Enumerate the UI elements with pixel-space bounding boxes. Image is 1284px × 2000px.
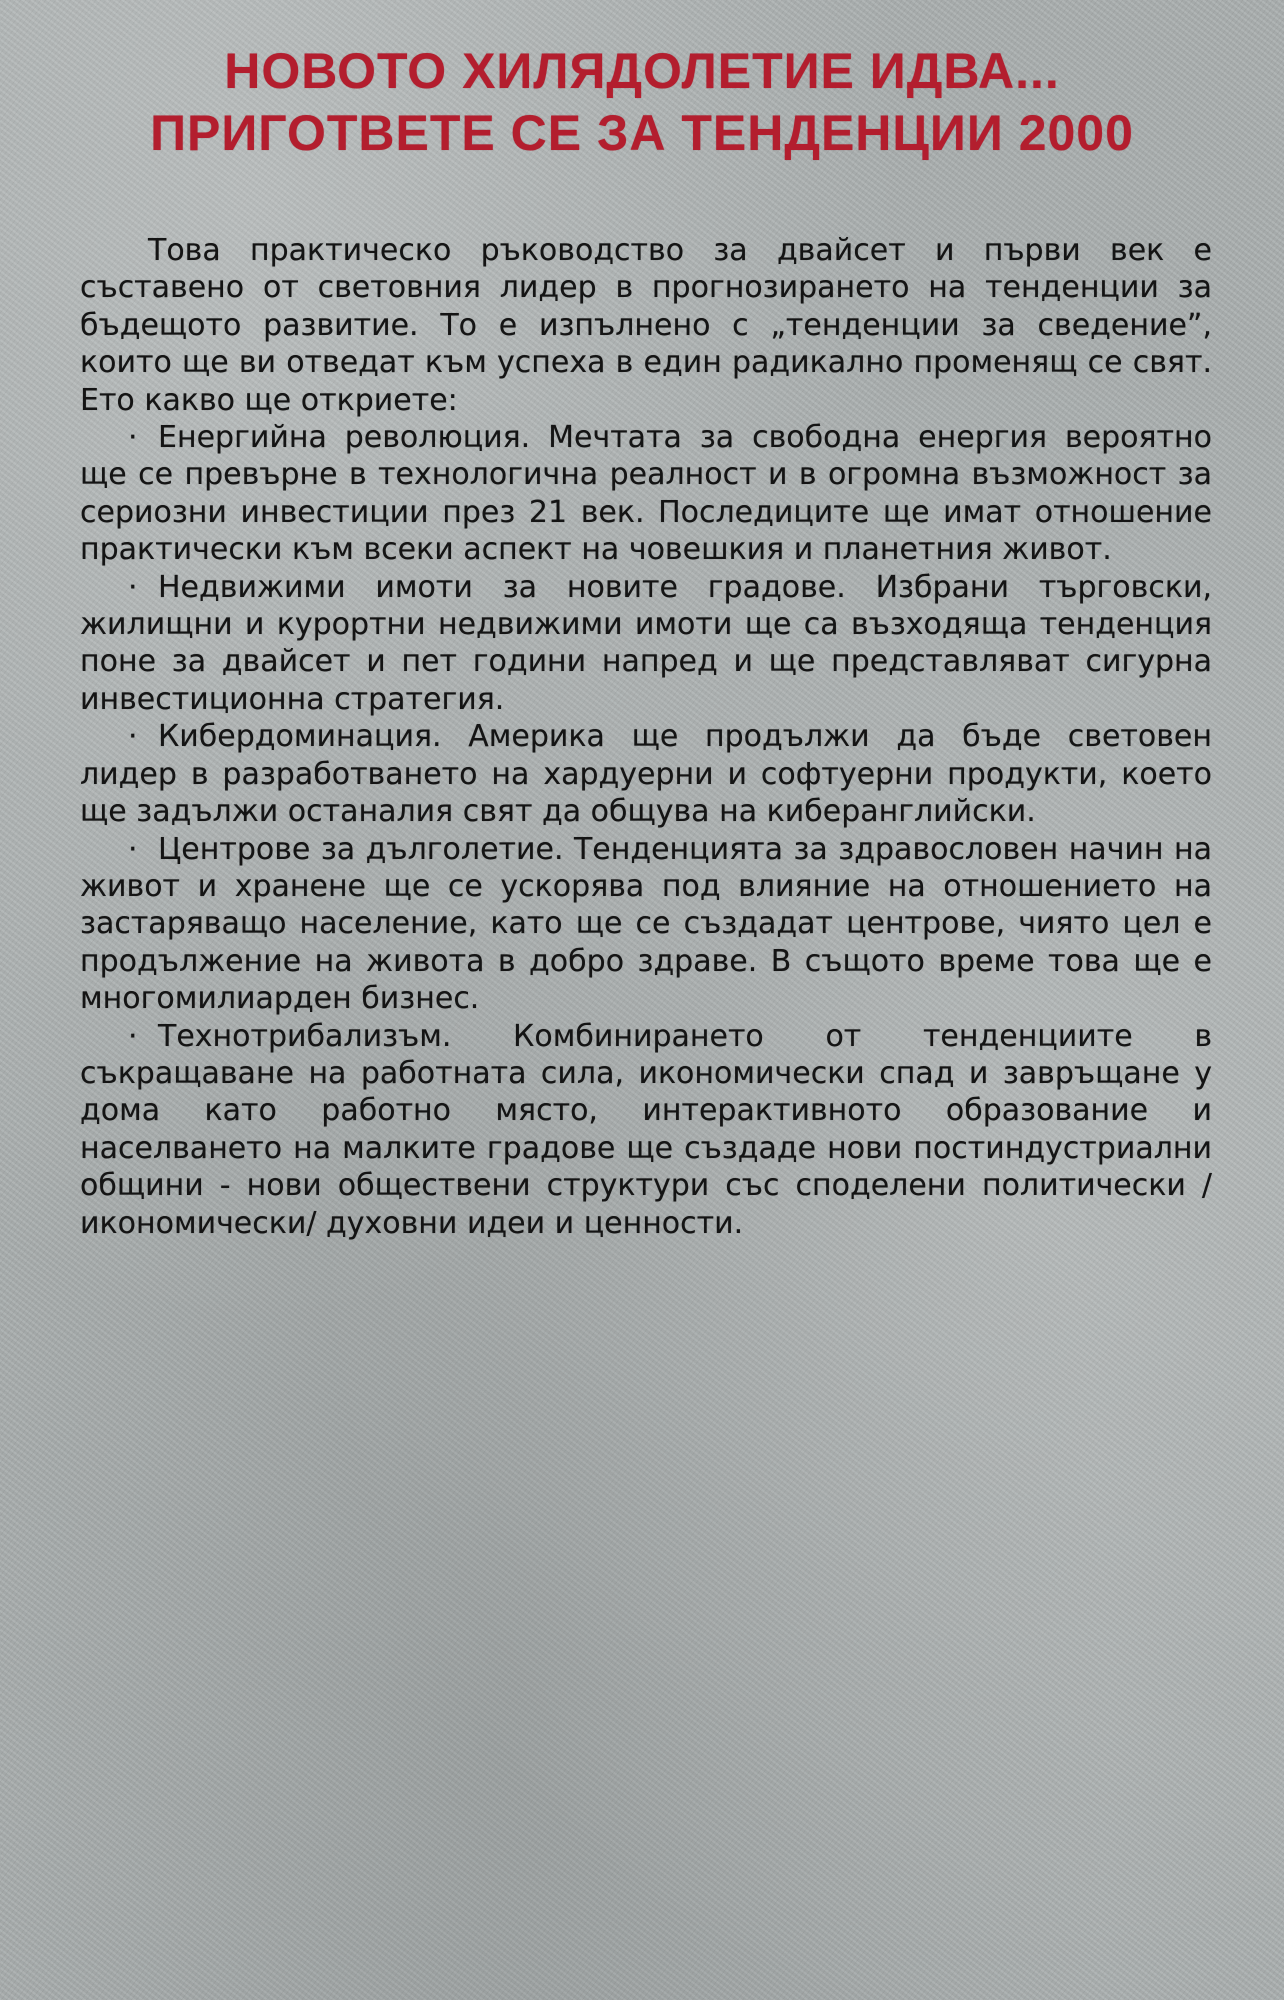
headline <box>80 40 1204 164</box>
headline-line-1: НОВОТО ХИЛЯДОЛЕТИЕ ИДВА... <box>224 43 1060 99</box>
bullet-cyberdomination <box>80 718 1212 830</box>
bullet-text: Центрове за дълголетие. Тенденцията за здравословен начин на живот и хранене ще се ускорява под влияние на отношението на застаряващо население, като ще се създадат центрове, чиято цел е продължение на живота в добро здраве. В същото време това ще е многомилиарден бизнес. <box>80 831 1212 1017</box>
bullet-marker: · <box>128 1018 138 1054</box>
bullet-text: Кибердоминация. Америка ще продължи да бъде световен лидер в разработването на хардуерни и софтуерни продукти, което ще задължи останалия свят да общува на киберанглийски. <box>80 719 1212 830</box>
bullet-real-estate <box>80 569 1212 719</box>
bullet-longevity-centers <box>80 831 1212 1018</box>
bullet-text: Недвижими имоти за новите градове. Избрани търговски, жилищни и курортни недвижими имоти ще са възходяща тенденция поне за двайсет и пет години напред и ще представляват сигурна инвестиционна стратегия. <box>80 569 1212 717</box>
bullet-text: Технотрибализъм. Комбинирането от тенденциите в съкращаване на работната сила, икономически спад и завръщане у дома като работно място, интерактивното образование и населването на малките градове ще създаде нови постиндустриални общини - нови обществени структури със споделени политически /икономически/ духовни идеи и ценности. <box>80 1018 1212 1241</box>
bullet-text: Енергийна революция. Мечтата за свободна енергия вероятно ще се превърне в технологична реалност и в огромна възможност за сериозни инвестиции през 21 век. Последиците ще имат отношение практически към всеки аспект на човешкия и планетния живот. <box>80 420 1212 568</box>
intro-paragraph: Това практическо ръководство за двайсет и първи век е съставено от световния лидер в прогнозирането на тенденции за бъдещото развитие. То е изпълнено с „тенденции за сведение”, които ще ви отведат към успеха в един радикално променящ се свят. Ето какво ще откриете: <box>80 233 1212 418</box>
bullet-marker: · <box>128 420 138 456</box>
bullet-energy-revolution <box>80 419 1212 569</box>
bullet-marker: · <box>128 569 138 605</box>
headline-line-2: ПРИГОТВЕТЕ СЕ ЗА ТЕНДЕНЦИИ 2000 <box>150 105 1134 161</box>
bullet-marker: · <box>128 831 138 867</box>
bullet-marker: · <box>128 719 138 755</box>
body-text <box>80 232 1212 1242</box>
bullet-technotribalism <box>80 1018 1212 1242</box>
